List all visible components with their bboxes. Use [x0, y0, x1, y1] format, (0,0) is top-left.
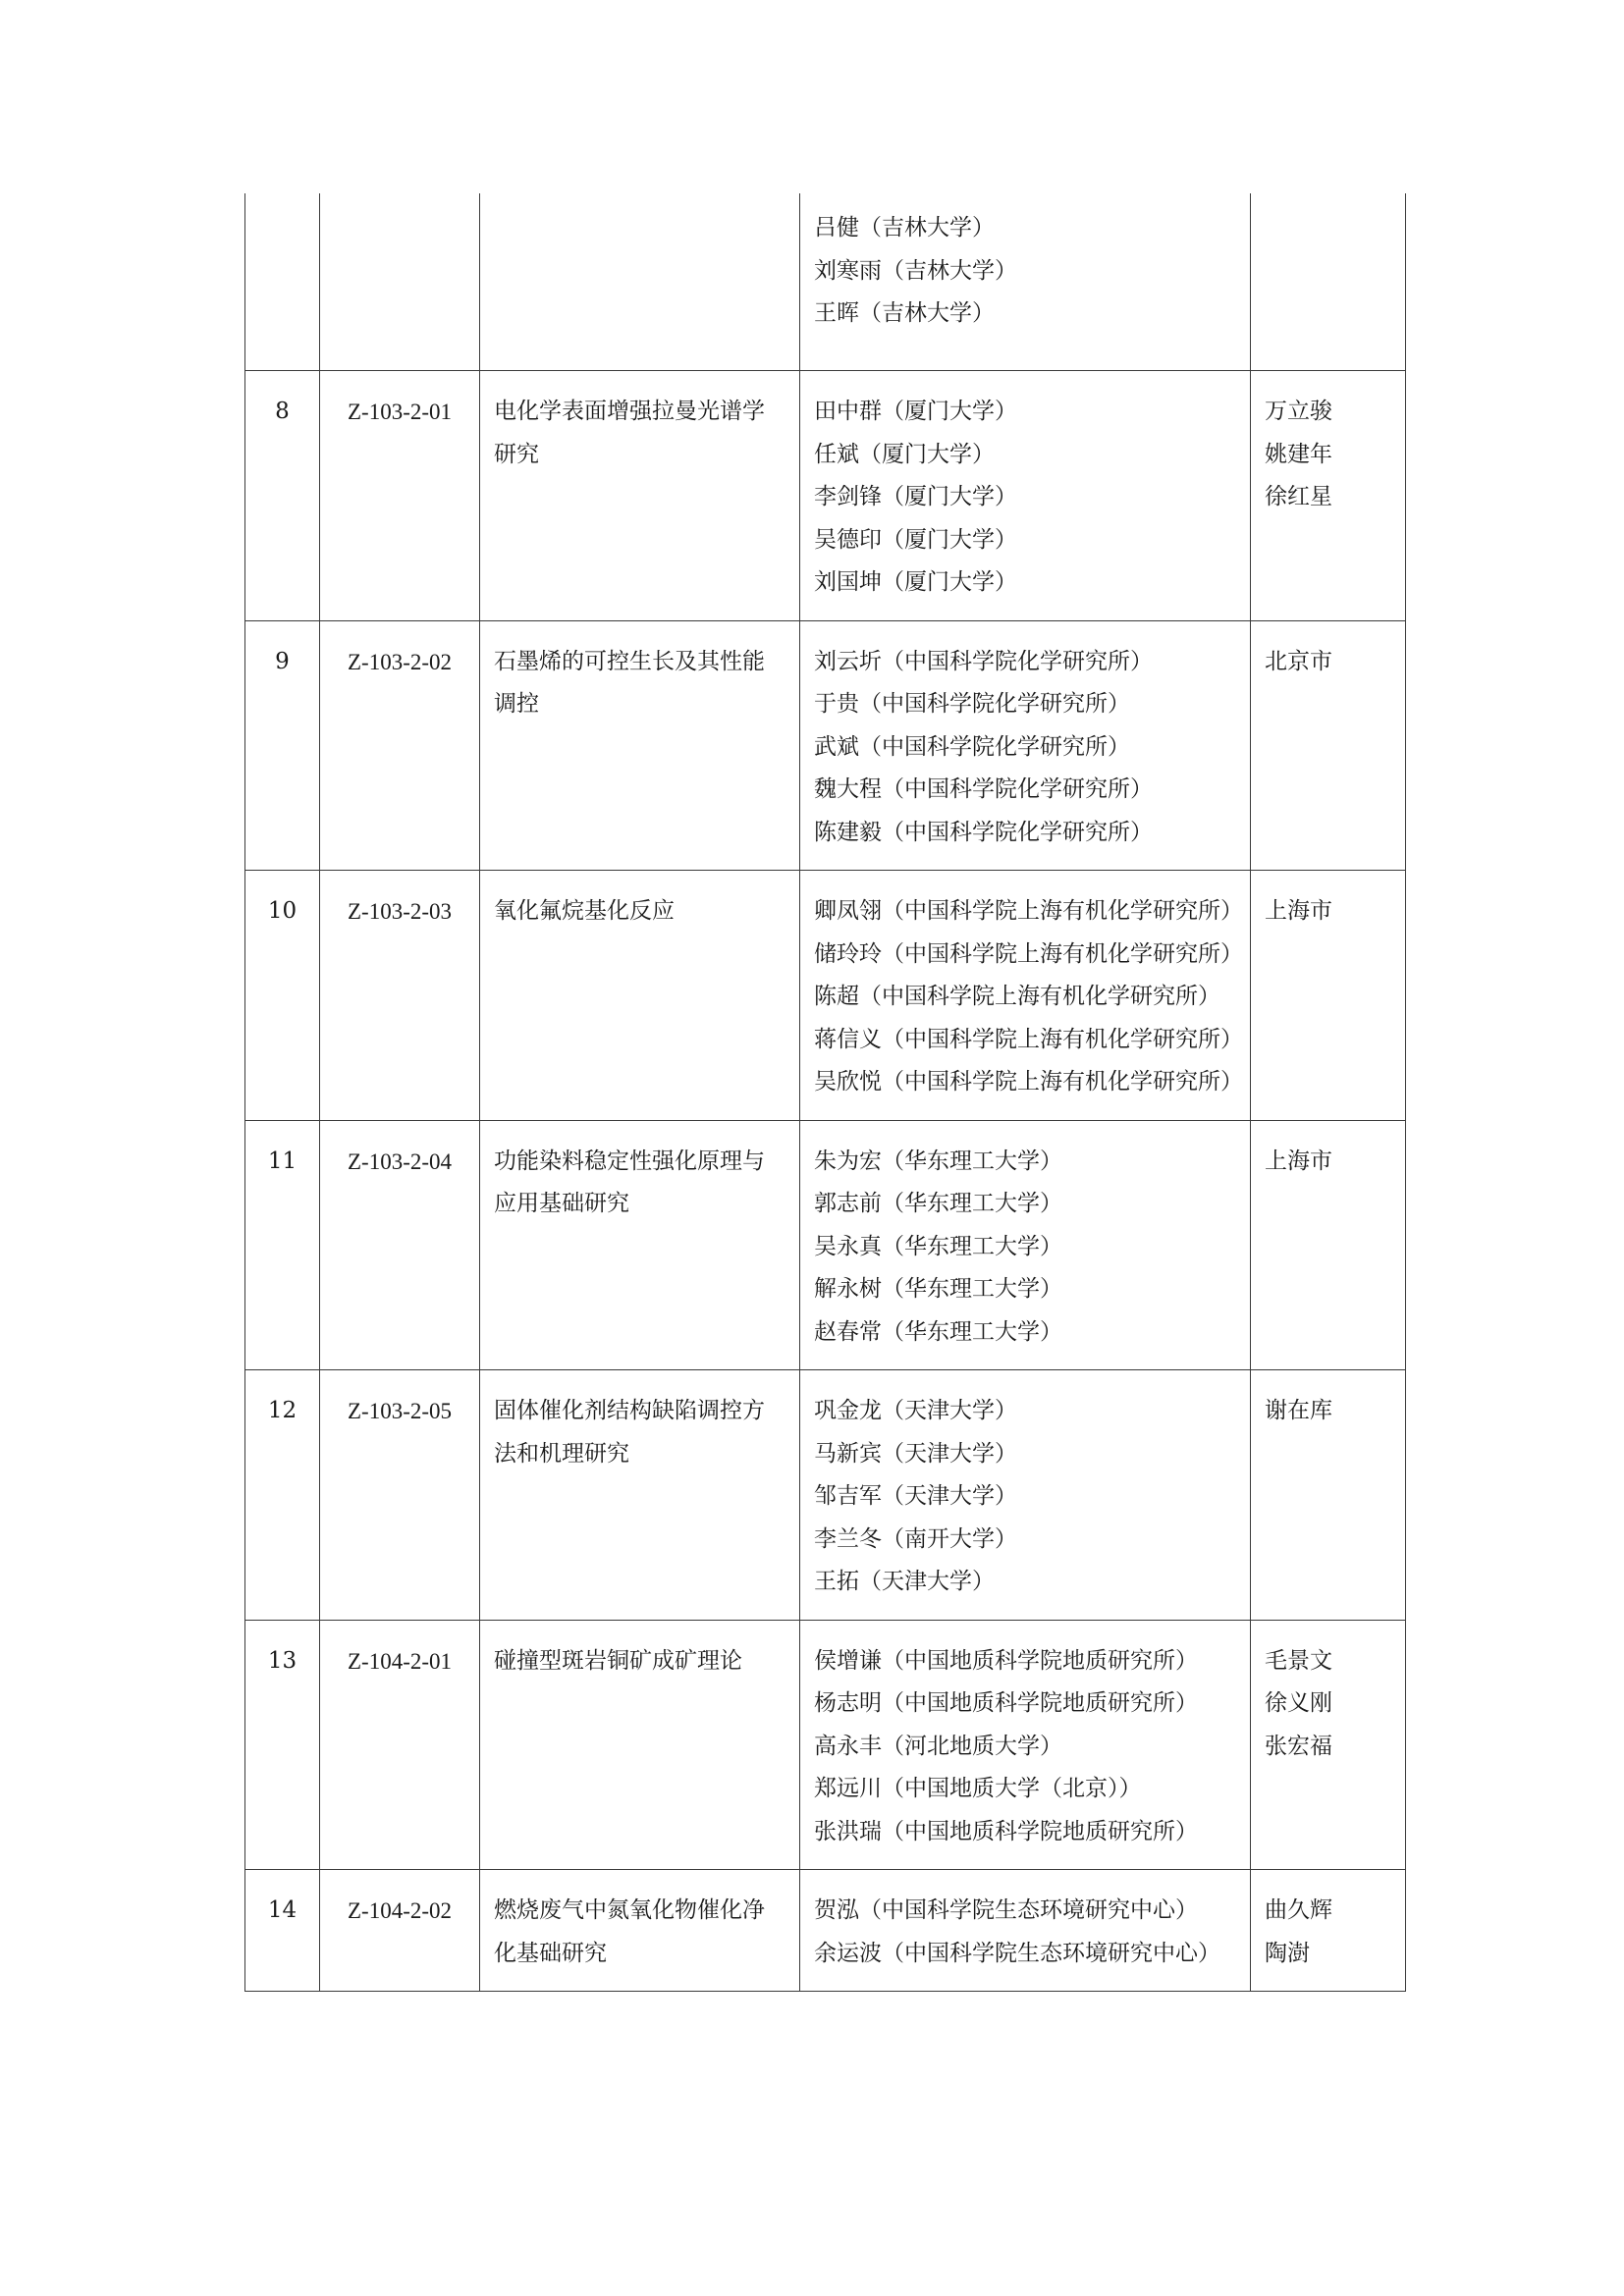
contributor: 田中群（厦门大学） — [814, 399, 1017, 424]
row-number: 10 — [245, 871, 320, 1121]
contributors-cell — [800, 871, 1251, 1121]
contributor: 武斌（中国科学院化学研究所） — [814, 733, 1130, 760]
row-number: 8 — [245, 371, 320, 621]
contributor: 陈建毅（中国科学院化学研究所） — [814, 819, 1153, 845]
contributor: 蒋信义（中国科学院上海有机化学研究所） — [814, 1026, 1243, 1052]
table-row — [245, 371, 1406, 621]
contributors-cell — [800, 371, 1251, 621]
contributor: 王晖（吉林大学） — [814, 300, 995, 326]
contributor: 储玲玲（中国科学院上海有机化学研究所） — [814, 940, 1243, 967]
nominators-cell — [1251, 620, 1406, 871]
nominators-cell — [1251, 193, 1406, 371]
contributors-cell — [800, 1370, 1251, 1621]
nominator: 曲久辉 — [1265, 1897, 1332, 1923]
project-code: Z-103-2-02 — [320, 620, 480, 871]
project-code: Z-103-2-01 — [320, 371, 480, 621]
nominator: 徐义刚 — [1265, 1690, 1332, 1716]
nominator: 谢在库 — [1265, 1398, 1332, 1423]
contributor: 马新宾（天津大学） — [814, 1440, 1017, 1467]
project-title: 功能染料稳定性强化原理与应用基础研究 — [480, 1120, 800, 1370]
nominator: 北京市 — [1265, 648, 1332, 674]
row-number: 12 — [245, 1370, 320, 1621]
nominator: 毛景文 — [1265, 1647, 1332, 1674]
row-number: 13 — [245, 1620, 320, 1870]
contributors-cell — [800, 1120, 1251, 1370]
table-row — [245, 1620, 1406, 1870]
nominator: 陶澍 — [1265, 1940, 1310, 1966]
row-number: 11 — [245, 1120, 320, 1370]
project-code: Z-103-2-04 — [320, 1120, 480, 1370]
table-row — [245, 1120, 1406, 1370]
contributor: 于贵（中国科学院化学研究所） — [814, 691, 1130, 717]
table-row — [245, 871, 1406, 1121]
contributor: 邹吉军（天津大学） — [814, 1483, 1017, 1509]
contributor: 张洪瑞（中国地质科学院地质研究所） — [814, 1818, 1198, 1844]
project-title: 电化学表面增强拉曼光谱学研究 — [480, 371, 800, 621]
contributor: 魏大程（中国科学院化学研究所） — [814, 776, 1153, 802]
project-code — [320, 193, 480, 371]
row-number — [245, 193, 320, 371]
contributor: 贺泓（中国科学院生态环境研究中心） — [814, 1897, 1198, 1923]
project-title: 碰撞型斑岩铜矿成矿理论 — [480, 1620, 800, 1870]
contributor: 吴永真（华东理工大学） — [814, 1233, 1062, 1259]
table-row — [245, 193, 1406, 371]
table-row — [245, 1370, 1406, 1621]
table-body — [245, 193, 1406, 1992]
contributor: 陈超（中国科学院上海有机化学研究所） — [814, 984, 1220, 1009]
nominator: 万立骏 — [1265, 399, 1332, 424]
contributor: 吴德印（厦门大学） — [814, 526, 1017, 553]
contributor: 吴欣悦（中国科学院上海有机化学研究所） — [814, 1069, 1243, 1095]
contributor: 赵春常（华东理工大学） — [814, 1318, 1062, 1345]
project-title: 氧化氟烷基化反应 — [480, 871, 800, 1121]
contributor: 高永丰（河北地质大学） — [814, 1733, 1062, 1759]
contributor: 卿凤翎（中国科学院上海有机化学研究所） — [814, 898, 1243, 924]
awards-table — [244, 193, 1406, 1992]
contributor: 王拓（天津大学） — [814, 1569, 995, 1594]
nominators-cell — [1251, 1120, 1406, 1370]
contributor: 刘云圻（中国科学院化学研究所） — [814, 648, 1153, 674]
project-code: Z-104-2-01 — [320, 1620, 480, 1870]
row-number: 14 — [245, 1870, 320, 1992]
project-title: 石墨烯的可控生长及其性能调控 — [480, 620, 800, 871]
row-number: 9 — [245, 620, 320, 871]
nominators-cell — [1251, 371, 1406, 621]
nominators-cell — [1251, 1870, 1406, 1992]
project-code: Z-103-2-03 — [320, 871, 480, 1121]
project-title — [480, 193, 800, 371]
project-title: 燃烧废气中氮氧化物催化净化基础研究 — [480, 1870, 800, 1992]
table-row — [245, 620, 1406, 871]
contributors-cell — [800, 620, 1251, 871]
nominators-cell — [1251, 1620, 1406, 1870]
contributor: 刘国坤（厦门大学） — [814, 569, 1017, 595]
contributor: 任斌（厦门大学） — [814, 441, 995, 467]
table-row — [245, 1870, 1406, 1992]
project-code: Z-103-2-05 — [320, 1370, 480, 1621]
contributor: 刘寒雨（吉林大学） — [814, 257, 1017, 284]
contributor: 郑远川（中国地质大学（北京）） — [814, 1776, 1142, 1801]
contributor: 李剑锋（厦门大学） — [814, 484, 1017, 509]
contributors-cell — [800, 1620, 1251, 1870]
contributor: 朱为宏（华东理工大学） — [814, 1148, 1062, 1174]
nominator: 上海市 — [1265, 898, 1332, 924]
nominator: 上海市 — [1265, 1148, 1332, 1174]
nominator: 徐红星 — [1265, 484, 1332, 509]
contributor: 吕健（吉林大学） — [814, 215, 995, 240]
contributors-cell — [800, 193, 1251, 371]
project-title: 固体催化剂结构缺陷调控方法和机理研究 — [480, 1370, 800, 1621]
contributor: 郭志前（华东理工大学） — [814, 1191, 1062, 1216]
contributor: 解永树（华东理工大学） — [814, 1276, 1062, 1302]
contributor: 杨志明（中国地质科学院地质研究所） — [814, 1690, 1198, 1716]
contributor: 侯增谦（中国地质科学院地质研究所） — [814, 1647, 1198, 1674]
nominator: 姚建年 — [1265, 441, 1332, 467]
nominators-cell — [1251, 1370, 1406, 1621]
contributor: 余运波（中国科学院生态环境研究中心） — [814, 1940, 1220, 1966]
contributor: 巩金龙（天津大学） — [814, 1398, 1017, 1423]
nominator: 张宏福 — [1265, 1733, 1332, 1759]
nominators-cell — [1251, 871, 1406, 1121]
project-code: Z-104-2-02 — [320, 1870, 480, 1992]
contributor: 李兰冬（南开大学） — [814, 1525, 1017, 1552]
contributors-cell — [800, 1870, 1251, 1992]
